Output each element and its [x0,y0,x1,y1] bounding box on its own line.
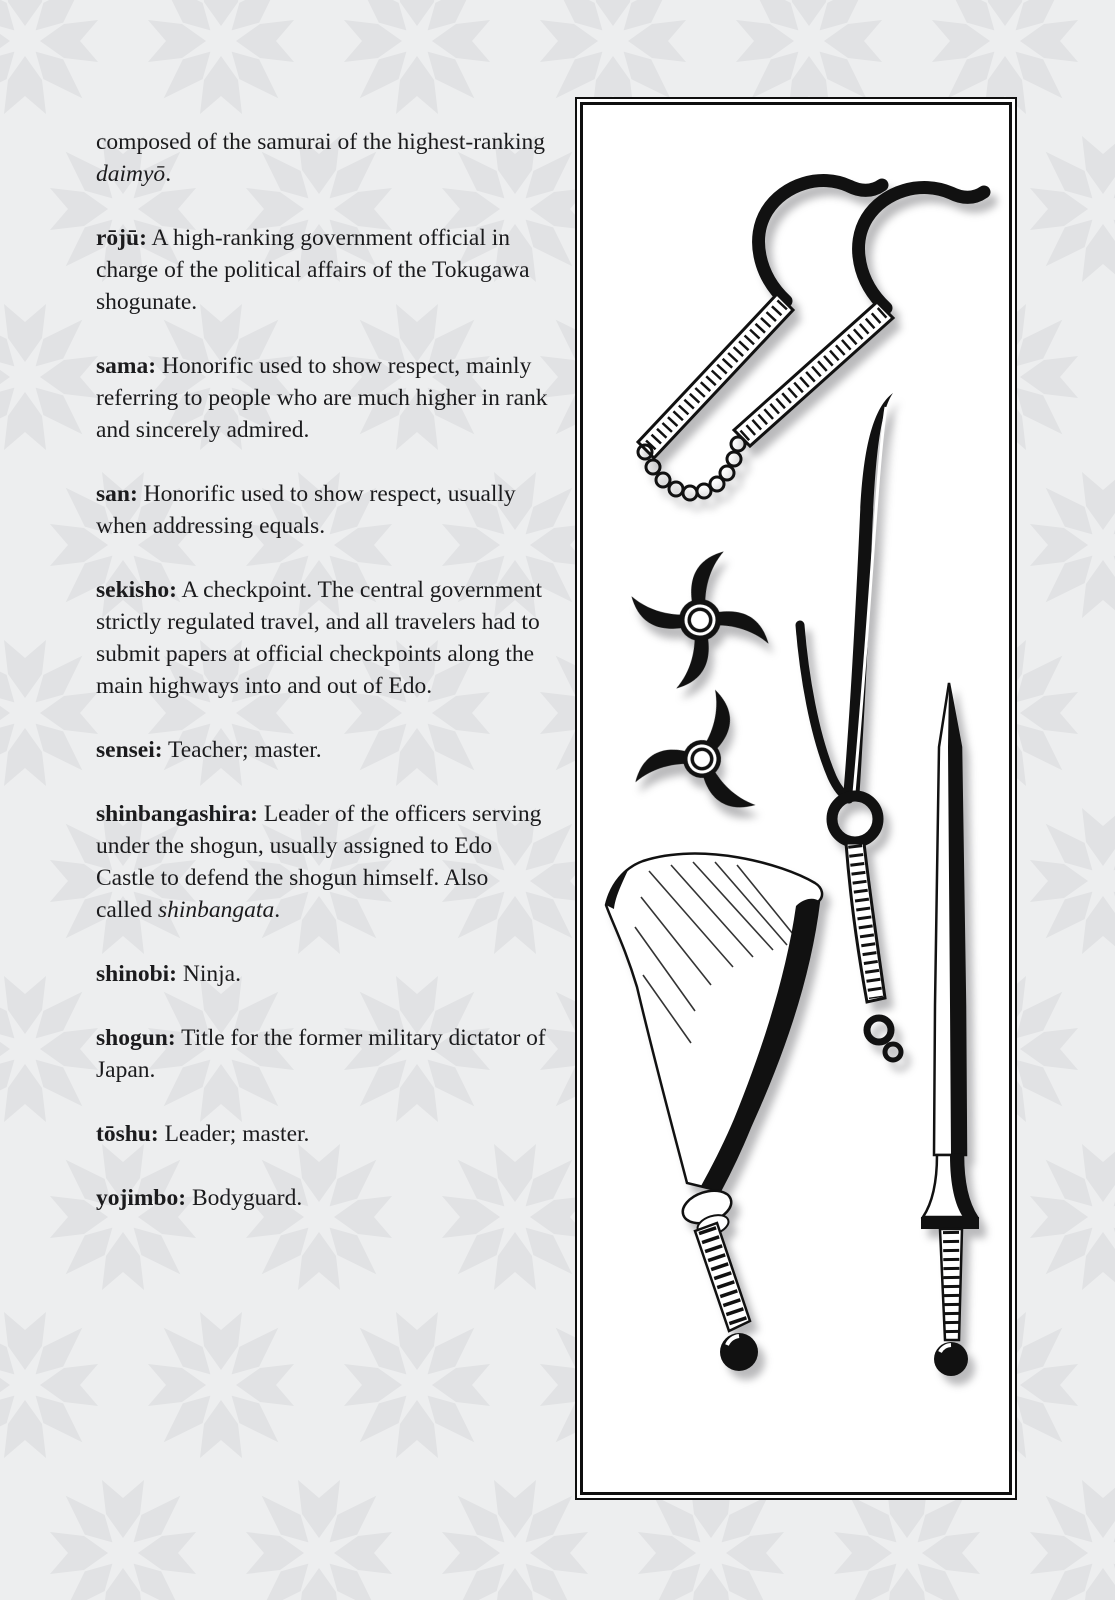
weapons-illustration [583,105,1009,1492]
glossary-entry [96,798,548,926]
twin-kama-sickles-with-chain-illustration [638,181,984,500]
three-point-shuriken-illustration [621,671,785,826]
flower-motif [1018,460,1115,630]
flower-motif [1018,1132,1115,1302]
flower-motif [1018,1468,1115,1600]
flower-motif [136,0,306,126]
flower-motif [136,1300,306,1470]
glossary-entry [96,222,548,318]
flower-motif [234,1468,404,1600]
glossary-definition: Honorific used to show respect, mainly referring to people who are much higher in rank and sincerely admired. [96,353,548,443]
flower-motif [1018,796,1115,966]
glossary-definition: Title for the former military dictator of Japan. [96,1025,546,1083]
glossary-term: yojimbo: [96,1185,187,1211]
glossary-term: shinbangashira: [96,801,258,827]
glossary-term: sekisho: [96,577,177,603]
glossary-entry [96,478,548,542]
flower-motif [0,964,110,1134]
flower-motif [0,796,12,966]
flower-motif [0,1468,12,1600]
curved-falchion-sword-illustration [606,854,822,1371]
glossary-definition: Leader; master. [158,1121,310,1147]
glossary-definition: Teacher; master. [162,737,322,763]
glossary-definition: Honorific used to show respect, usually when addressing equals. [96,481,516,539]
flower-motif [0,124,12,294]
glossary-definition: A high-ranking government official in charge of the political affairs of the Tokugawa shogunate. [96,225,530,315]
flower-motif [1018,124,1115,294]
flower-motif [332,1300,502,1470]
glossary-entry [96,350,548,446]
flower-motif [0,292,110,462]
glossary-definition: Leader of the officers serving under the shogun, usually assigned to Edo Castle to defend the shogun himself. Also called shinbangata. [96,801,542,923]
illustration-panel [575,97,1017,1500]
flower-motif [0,460,12,630]
straight-sword-illustration [921,683,979,1376]
glossary-term: shogun: [96,1025,176,1051]
glossary-entry [96,958,548,990]
glossary-definition: composed of the samurai of the highest-ranking daimyō. [96,129,545,187]
glossary-term: sensei: [96,737,163,763]
illustration-panel-frame [580,102,1012,1495]
flower-motif [0,0,110,126]
glossary-term: sama: [96,353,157,379]
flower-motif [0,1300,110,1470]
glossary-term: tōshu: [96,1121,159,1147]
glossary-entry [96,574,548,702]
glossary-definition: Ninja. [177,961,241,987]
flower-motif [332,0,502,126]
glossary-term: rōjū: [96,225,147,251]
flower-motif [0,1132,12,1302]
sai-forked-blade-illustration [800,393,901,1060]
glossary-term: san: [96,481,138,507]
glossary-definition: A checkpoint. The central government strictly regulated travel, and all travelers had to submit papers at official checkpoints along the main highways into and out of Edo. [96,577,542,699]
glossary-column [96,126,548,1246]
glossary-entry [96,126,548,190]
glossary-entry [96,734,548,766]
glossary-definition: Bodyguard. [186,1185,303,1211]
flower-motif [0,628,110,798]
four-point-shuriken-illustration [615,535,786,706]
glossary-term: shinobi: [96,961,177,987]
flower-motif [38,1468,208,1600]
glossary-entry [96,1182,548,1214]
glossary-entry [96,1022,548,1086]
glossary-entry [96,1118,548,1150]
